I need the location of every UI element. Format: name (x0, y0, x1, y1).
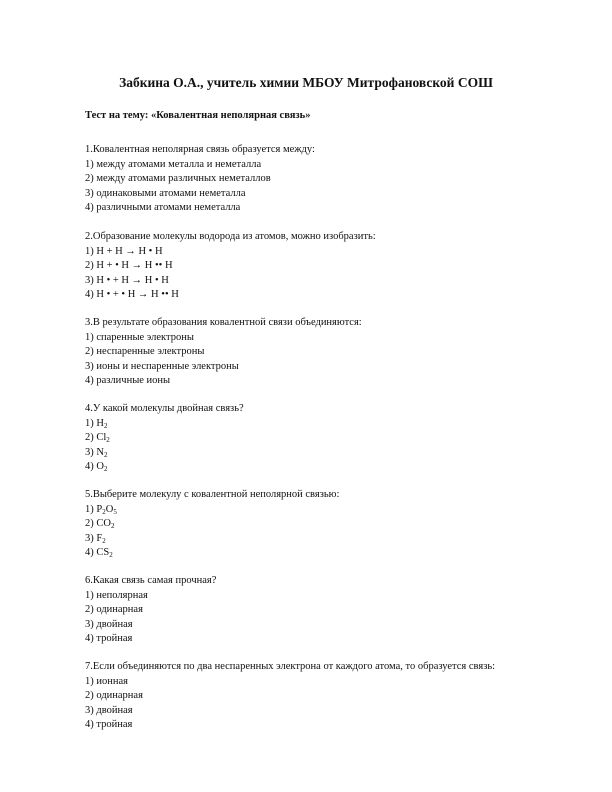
option-label: 4) O (85, 461, 104, 473)
answer-option: 1) H + H → H • H (85, 245, 163, 257)
question-1 (85, 143, 315, 216)
subscript: 2 (102, 507, 106, 516)
answer-option: 3) H • + H → H • H (85, 274, 169, 286)
answer-option: 3) двойная (85, 618, 133, 630)
answer-option: 3) двойная (85, 704, 133, 716)
answer-option (85, 431, 244, 446)
answer-option: 3) одинаковыми атомами неметалла (85, 187, 246, 199)
answer-option: 4) $CS_2$ (85, 547, 113, 560)
answer-option: 4) тройная (85, 719, 133, 731)
subscript: 2 (103, 421, 108, 430)
answer-option: 1) $P_2O_5$ (85, 503, 117, 516)
question-2 (85, 230, 376, 303)
answer-option (85, 446, 244, 461)
question-6 (85, 574, 216, 647)
question-text: 4.У какой молекулы двойная связь? (85, 403, 244, 414)
answer-option: 4) различными атомами неметалла (85, 202, 241, 214)
subscript: 2 (110, 522, 115, 531)
answer-option: 4) H • + • H → H •• H (85, 289, 179, 301)
answer-option: 1) ионная (85, 675, 128, 687)
answer-option: 2) H + • H → H •• H (85, 260, 173, 272)
answer-option: 4) тройная (85, 633, 133, 645)
answer-option: 3) ионы и неспаренные электроны (85, 360, 239, 372)
answer-option: 3) $F_2$ (85, 532, 106, 545)
question-4 (85, 402, 244, 475)
question-7 (85, 660, 495, 733)
answer-option: 2) между атомами различных неметаллов (85, 173, 271, 185)
question-text: 1.Ковалентная неполярная связь образуется между: (85, 144, 315, 155)
subscript: 2 (106, 436, 110, 445)
answer-option: 1) спаренные электроны (85, 331, 194, 343)
option-label: 2) Cl (85, 432, 107, 444)
subscript: 2 (103, 465, 108, 474)
subscript: 2 (102, 536, 106, 545)
test-title: Тест на тему: «Ковалентная неполярная связь» (85, 110, 311, 121)
question-text: 2.Образование молекулы водорода из атомов, можно изобразить: (85, 231, 376, 242)
question-5 (85, 488, 339, 561)
answer-option: 4) различные ионы (85, 375, 171, 387)
question-text: 7.Если объединяются по два неспаренных электрона от каждого атома, то образуется связь: (85, 661, 496, 672)
answer-option: 1) между атомами металла и неметалла (85, 158, 262, 170)
answer-option: 2) одинарная (85, 690, 143, 702)
subscript: 2 (109, 551, 113, 560)
subscript: 2 (103, 450, 108, 459)
answer-option: 1) неполярная (85, 589, 148, 601)
author-heading: Забкина О.А., учитель химии МБОУ Митрофановской СОШ (119, 75, 493, 90)
option-label: 3) N (85, 446, 104, 458)
question-text: 3.В результате образования ковалентной связи объединяются: (85, 317, 362, 328)
answer-option: 2) $CO_2$ (85, 518, 115, 531)
subscript: 5 (113, 507, 117, 516)
answer-option: 2) одинарная (85, 604, 143, 616)
answer-option (85, 417, 244, 432)
question-text: 5.Выберите молекулу с ковалентной неполярной связью: (85, 489, 340, 500)
question-3 (85, 316, 362, 389)
answer-option: 2) неспаренные электроны (85, 346, 205, 358)
answer-option (85, 460, 244, 475)
option-label: 1) H (85, 417, 104, 429)
question-text: 6.Какая связь самая прочная? (85, 575, 217, 586)
